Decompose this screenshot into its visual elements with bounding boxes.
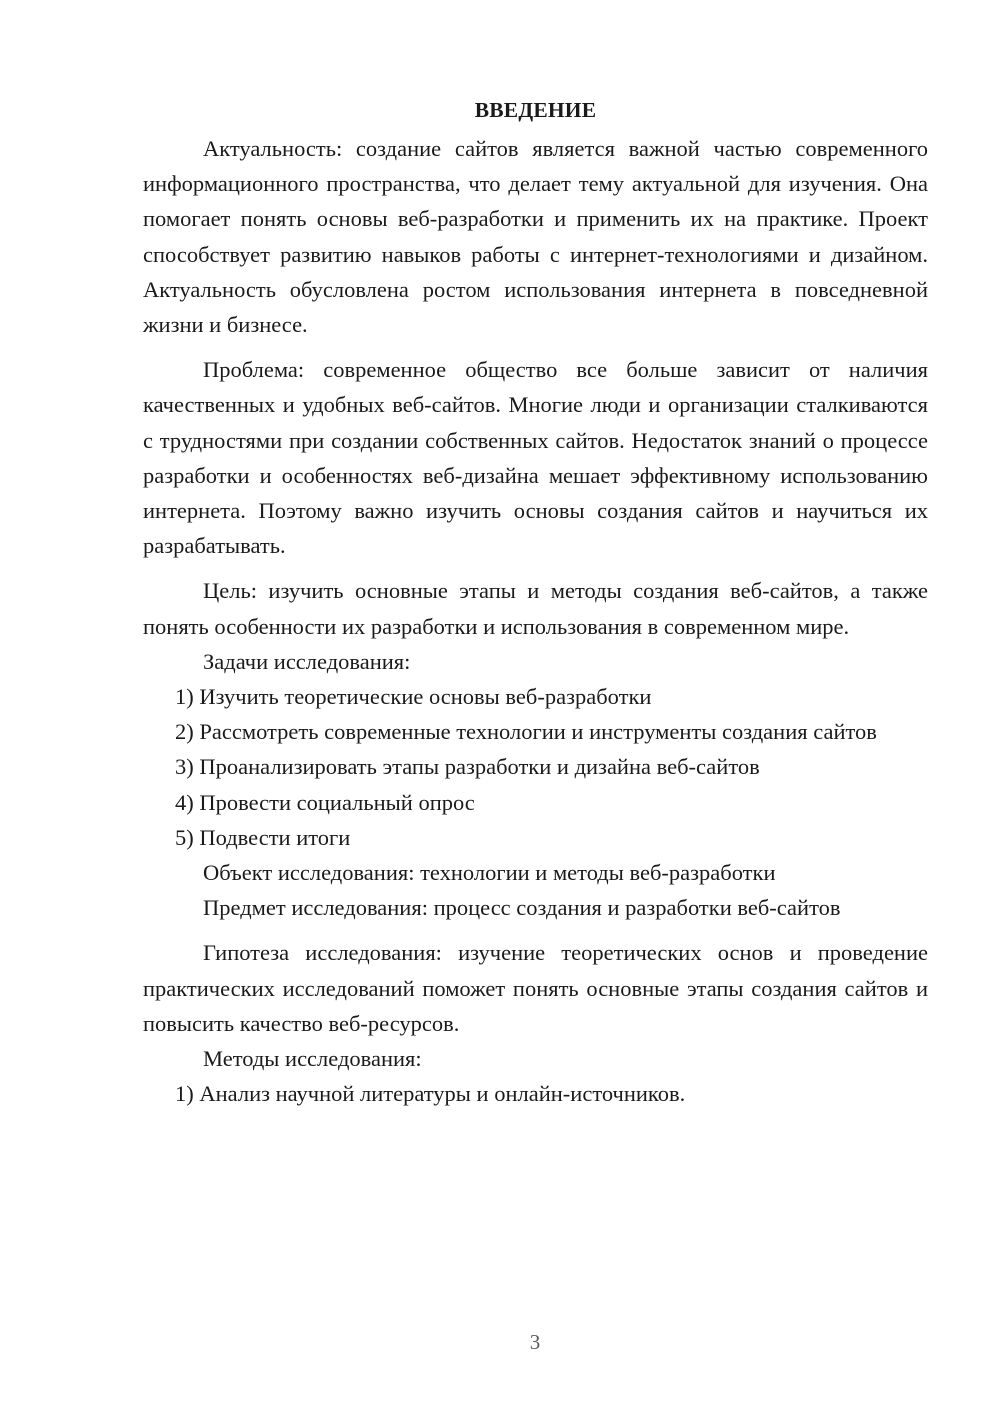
method-item-1: 1) Анализ научной литературы и онлайн-источников. [175,1081,686,1107]
paragraph-goal: Цель: изучить основные этапы и методы создания веб-сайтов, а также понять особенности их разработки и использования в современном мире. [143,578,928,639]
research-subject: Предмет исследования: процесс создания и разработки веб-сайтов [203,895,841,921]
document-page [143,92,928,1111]
research-object: Объект исследования: технологии и методы веб-разработки [203,860,776,886]
methods-heading: Методы исследования: [203,1046,422,1072]
page-title: ВВЕДЕНИЕ [474,98,597,122]
paragraph-relevance: Актуальность: создание сайтов является важной частью современного информационного пространства, что делает тему актуальной для изучения. Она помогает понять основы веб-разработки и применить их на практике. Проект способствует развитию навыков работы с интернет-технологиями и дизайном. Актуальность обусловлена ростом использования интернета в повседневной жизни и бизнесе. [143,136,928,338]
task-item-5: 5) Подвести итоги [175,824,351,850]
task-item-1: 1) Изучить теоретические основы веб-разработки [175,684,652,710]
paragraph-hypothesis: Гипотеза исследования: изучение теоретических основ и проведение практических исследований поможет понять основные этапы создания сайтов и повысить качество веб-ресурсов. [143,940,928,1036]
task-item-3: 3) Проанализировать этапы разработки и дизайна веб-сайтов [175,754,760,780]
task-item-2: 2) Рассмотреть современные технологии и инструменты создания сайтов [175,719,877,745]
tasks-heading: Задачи исследования: [203,648,411,674]
paragraph-problem: Проблема: современное общество все больше зависит от наличия качественных и удобных веб-сайтов. Многие люди и организации сталкиваются с трудностями при создании собственных сайтов. Недостаток знаний о процессе разработки и особенностях веб-дизайна мешает эффективному использованию интернета. Поэтому важно изучить основы создания сайтов и научиться их разрабатывать. [143,357,928,559]
task-item-4: 4) Провести социальный опрос [175,789,475,815]
page-number: 3 [529,1330,541,1354]
